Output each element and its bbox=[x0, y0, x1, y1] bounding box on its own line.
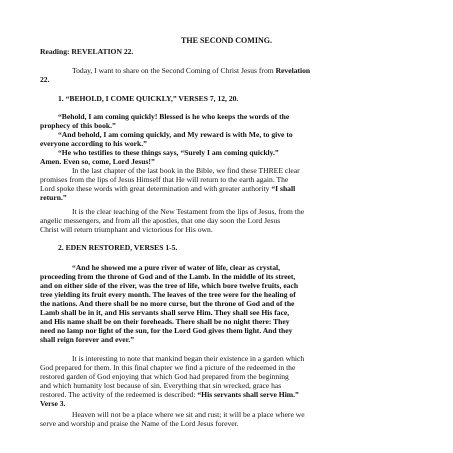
section-2-quote-line: and on either side of the river, was the tree of life, which bore twelve fruits, each bbox=[40, 281, 299, 290]
section-2-paragraph-line: serve and worship and praise the Name of the Lord Jesus forever. bbox=[40, 419, 239, 428]
intro-line-1: Today, I want to share on the Second Coming of Christ Jesus from Revelation bbox=[72, 66, 311, 75]
section-1-heading: 1. “BEHOLD, I COME QUICKLY,” VERSES 7, 12, 20. bbox=[58, 94, 239, 103]
section-2-quote-line: need no lamp nor light of the sun, for the Lord God gives them light. And they bbox=[40, 326, 293, 335]
section-1-quote-line: “He who testifies to these things says, “Surely I am coming quickly.” bbox=[58, 148, 279, 157]
section-2-paragraph-line: restored garden of God enjoying that which God had prepared from the beginning bbox=[40, 372, 289, 381]
section-2-paragraph-line: restored. The activity of the redeemed is described: “His servants shall serve Him.” bbox=[40, 390, 299, 399]
section-1-quote-line: “And behold, I am coming quickly, and My reward is with Me, to give to bbox=[58, 130, 293, 139]
section-2-quote-line: the nations. And there shall be no more curse, but the throne of God and of the bbox=[40, 299, 295, 308]
section-2-heading: 2. EDEN RESTORED, VERSES 1-5. bbox=[58, 243, 178, 252]
section-1-paragraph-line: Lord spoke these words with great determination and with greater authority “I shall bbox=[40, 184, 296, 193]
section-1-paragraph-line: angelic messengers, and from all the apostles, that one day soon the Lord Jesus bbox=[40, 216, 281, 225]
page-title: THE SECOND COMING. bbox=[181, 36, 272, 45]
section-2-paragraph-line: God prepared for them. In this final chapter we find a picture of the redeemed in the bbox=[40, 363, 296, 372]
section-2-paragraph-line: It is interesting to note that mankind began their existence in a garden which bbox=[72, 354, 305, 363]
section-2-paragraph-line: Heaven will not be a place where we sit and rust; it will be a place where we bbox=[72, 410, 305, 419]
section-1-paragraph-line: In the last chapter of the last book in the Bible, we find these THREE clear bbox=[72, 166, 300, 175]
section-2-quote-line: and His name shall be on their foreheads. There shall be no night there: They bbox=[40, 317, 290, 326]
section-1-quote-line: Amen. Even so, come, Lord Jesus!” bbox=[40, 157, 155, 166]
section-1-quote-line: everyone according to his work.” bbox=[40, 139, 147, 148]
section-1-paragraph-line: promises from the lips of Jesus Himself that He will return to the earth again. The bbox=[40, 175, 289, 184]
section-1-paragraph-line: It is the clear teaching of the New Testament from the lips of Jesus, from the bbox=[72, 207, 305, 216]
section-2-quote-line: tree yielding its fruit every month. The leaves of the tree were for the healing of bbox=[40, 290, 296, 299]
section-2-quote-line: proceeding from the throne of God and of the Lamb. In the middle of its street, bbox=[40, 272, 296, 281]
section-1-paragraph-line: return.” bbox=[40, 193, 67, 202]
reading-reference: Reading: REVELATION 22. bbox=[40, 47, 134, 56]
section-2-paragraph-line: and which humanity lost because of sin. Everything that sin wrecked, grace has bbox=[40, 381, 282, 390]
intro-line-2: 22. bbox=[40, 75, 50, 84]
section-1-quote-line: prophecy of this book.” bbox=[40, 121, 116, 130]
section-2-quote-line: shall reign forever and ever.” bbox=[40, 335, 135, 344]
section-2-quote-line: Lamb shall be in it, and His servants shall serve Him. They shall see His face, bbox=[40, 308, 290, 317]
section-2-paragraph-line: Verse 3. bbox=[40, 399, 66, 408]
section-1-quote-line: “Behold, I am coming quickly! Blessed is he who keeps the words of the bbox=[58, 112, 290, 121]
section-2-quote-line: “And he showed me a pure river of water of life, clear as crystal, bbox=[72, 263, 281, 272]
section-1-paragraph-line: Christ will return triumphant and victorious for His own. bbox=[40, 225, 213, 234]
